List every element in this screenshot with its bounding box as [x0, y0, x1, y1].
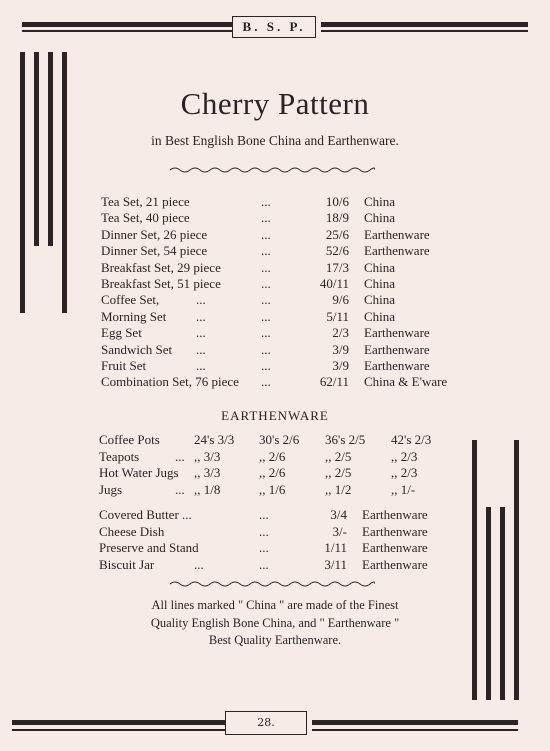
- footer-rule-left: [12, 720, 225, 725]
- set-dots: ...: [261, 259, 271, 275]
- set-material: China & E'ware: [364, 374, 448, 390]
- extra-row: [99, 557, 459, 573]
- extra-filler-dots: ...: [194, 556, 204, 572]
- set-material: China: [364, 308, 396, 324]
- header-rule-left: [22, 22, 232, 27]
- extra-dots: ...: [259, 507, 269, 522]
- earthenware-price-a: ,, 3/3: [194, 448, 221, 464]
- set-filler-dots: ...: [196, 325, 206, 341]
- set-price: 5/11: [326, 308, 349, 324]
- set-name: Sandwich Set: [101, 341, 173, 357]
- set-material: China: [364, 210, 396, 226]
- set-material: Earthenware: [364, 341, 430, 357]
- earthenware-price-c: ,, 1/2: [325, 481, 352, 497]
- earthenware-price-b: 30's 2/6: [259, 432, 300, 447]
- set-material: China: [364, 292, 396, 308]
- earthenware-item-name: Jugs: [99, 481, 123, 497]
- left-bar-3: [48, 52, 53, 246]
- set-row: [101, 374, 461, 390]
- extra-dots: ...: [259, 540, 269, 555]
- earthenware-row: [99, 449, 444, 465]
- set-filler-dots: ...: [196, 308, 206, 324]
- set-row: [101, 342, 461, 358]
- extra-price: 1/11: [324, 540, 347, 555]
- set-material: China: [364, 276, 396, 291]
- earthenware-heading: EARTHENWARE: [221, 408, 329, 423]
- set-dots: ...: [261, 341, 271, 357]
- footer-rule-right-thin: [312, 729, 518, 731]
- header-label: B. S. P.: [232, 16, 316, 38]
- extra-material: Earthenware: [362, 540, 428, 555]
- set-name: Breakfast Set, 29 piece: [101, 259, 221, 275]
- extra-name: Covered Butter ...: [99, 507, 192, 522]
- set-row: [101, 243, 461, 259]
- set-dots: ...: [261, 194, 271, 209]
- set-material: Earthenware: [364, 358, 430, 373]
- footer-rule-left-thin: [12, 729, 225, 731]
- earthenware-price-c: 36's 2/5: [325, 432, 366, 447]
- header-rule-right: [321, 22, 528, 27]
- footnote: [0, 597, 550, 650]
- set-price: 18/9: [325, 210, 349, 226]
- footnote-line-3: Best Quality Earthenware.: [208, 633, 342, 647]
- set-dots: ...: [261, 243, 271, 259]
- extra-row: [99, 524, 459, 540]
- extra-name: Biscuit Jar: [99, 556, 155, 572]
- left-bar-2: [34, 52, 39, 246]
- wavy-divider-bottom: [170, 580, 375, 588]
- set-filler-dots: ...: [196, 292, 206, 308]
- set-row: [101, 227, 461, 243]
- right-bar-4: [514, 440, 519, 700]
- set-material: China: [364, 194, 396, 209]
- earthenware-price-b: ,, 1/6: [259, 481, 286, 497]
- set-row: [101, 210, 461, 226]
- set-dots: ...: [261, 210, 271, 226]
- set-name: Fruit Set: [101, 358, 147, 373]
- header-rule-left-thin: [22, 30, 232, 32]
- set-filler-dots: ...: [196, 358, 206, 373]
- set-dots: ...: [261, 358, 271, 373]
- set-price: 3/9: [332, 358, 349, 373]
- extra-dots: ...: [259, 523, 269, 539]
- earthenware-price-d: ,, 1/-: [391, 481, 416, 497]
- earthenware-price-c: ,, 2/5: [325, 448, 352, 464]
- set-price: 40/11: [319, 276, 349, 291]
- set-dots: ...: [261, 308, 271, 324]
- earthenware-row: [99, 482, 444, 498]
- set-price: 52/6: [325, 243, 349, 259]
- earthenware-price-a: 24's 3/3: [194, 432, 235, 447]
- right-bar-1: [472, 440, 477, 700]
- extra-name: Cheese Dish: [99, 523, 165, 539]
- set-row: [101, 309, 461, 325]
- set-row: [101, 276, 461, 292]
- extra-material: Earthenware: [362, 556, 428, 572]
- earthenware-filler-dots: ...: [175, 481, 185, 497]
- set-price: 2/3: [332, 325, 349, 341]
- wavy-divider-top: [170, 166, 375, 174]
- set-name: Egg Set: [101, 325, 142, 341]
- earthenware-item-name: Hot Water Jugs: [99, 465, 179, 480]
- page-subtitle: in Best English Bone China and Earthenware.: [151, 133, 399, 148]
- set-name: Combination Set, 76 piece: [101, 374, 239, 390]
- extra-price: 3/-: [332, 523, 347, 539]
- extra-row: [99, 540, 459, 556]
- set-dots: ...: [261, 226, 271, 242]
- earthenware-item-name: Coffee Pots: [99, 432, 160, 447]
- extra-price: 3/4: [330, 507, 347, 522]
- earthenware-price-c: ,, 2/5: [325, 465, 352, 480]
- set-name: Dinner Set, 54 piece: [101, 243, 208, 259]
- earthenware-price-d: ,, 2/3: [391, 465, 418, 480]
- set-material: Earthenware: [364, 243, 430, 259]
- extra-material: Earthenware: [362, 523, 428, 539]
- page-title: Cherry Pattern: [180, 86, 370, 121]
- earthenware-price-a: ,, 1/8: [194, 481, 221, 497]
- set-row: [101, 292, 461, 308]
- footnote-line-2: Quality English Bone China, and " Earthenware ": [150, 615, 400, 630]
- earthenware-price-b: ,, 2/6: [259, 465, 286, 480]
- extra-row: [99, 507, 459, 523]
- earthenware-price-a: ,, 3/3: [194, 465, 221, 480]
- set-dots: ...: [261, 276, 271, 291]
- set-row: [101, 194, 461, 210]
- set-price: 9/6: [332, 292, 349, 308]
- set-name: Morning Set: [101, 308, 167, 324]
- earthenware-filler-dots: ...: [175, 448, 185, 464]
- header-rule-right-thin: [321, 30, 528, 32]
- set-dots: ...: [261, 374, 271, 390]
- set-material: Earthenware: [364, 226, 430, 242]
- set-price: 17/3: [325, 259, 349, 275]
- earthenware-price-b: ,, 2/6: [259, 448, 286, 464]
- earthenware-item-name: Teapots: [99, 448, 140, 464]
- set-material: Earthenware: [364, 325, 430, 341]
- set-price: 10/6: [325, 194, 349, 209]
- extra-dots: ...: [259, 556, 269, 572]
- set-price: 3/9: [332, 341, 349, 357]
- earthenware-row: [99, 465, 444, 481]
- set-row: [101, 358, 461, 374]
- set-name: Breakfast Set, 51 piece: [101, 276, 221, 291]
- earthenware-price-d: ,, 2/3: [391, 448, 418, 464]
- set-row: [101, 260, 461, 276]
- footnote-line-1: All lines marked " China " are made of the Finest: [151, 598, 399, 612]
- earthenware-price-d: 42's 2/3: [391, 432, 432, 447]
- set-row: [101, 325, 461, 341]
- set-name: Dinner Set, 26 piece: [101, 226, 208, 242]
- set-dots: ...: [261, 325, 271, 341]
- footer-rule-right: [312, 720, 518, 725]
- set-price: 62/11: [319, 374, 349, 390]
- set-material: China: [364, 259, 396, 275]
- extra-price: 3/11: [324, 556, 347, 572]
- set-name: Coffee Set,: [101, 292, 160, 308]
- earthenware-row: [99, 432, 444, 448]
- set-filler-dots: ...: [196, 341, 206, 357]
- set-name: Tea Set, 40 piece: [101, 210, 190, 226]
- page-number: 28.: [225, 711, 307, 735]
- set-dots: ...: [261, 292, 271, 308]
- extra-name: Preserve and Stand: [99, 540, 199, 555]
- extra-material: Earthenware: [362, 507, 428, 522]
- set-name: Tea Set, 21 piece: [101, 194, 190, 209]
- set-price: 25/6: [325, 226, 349, 242]
